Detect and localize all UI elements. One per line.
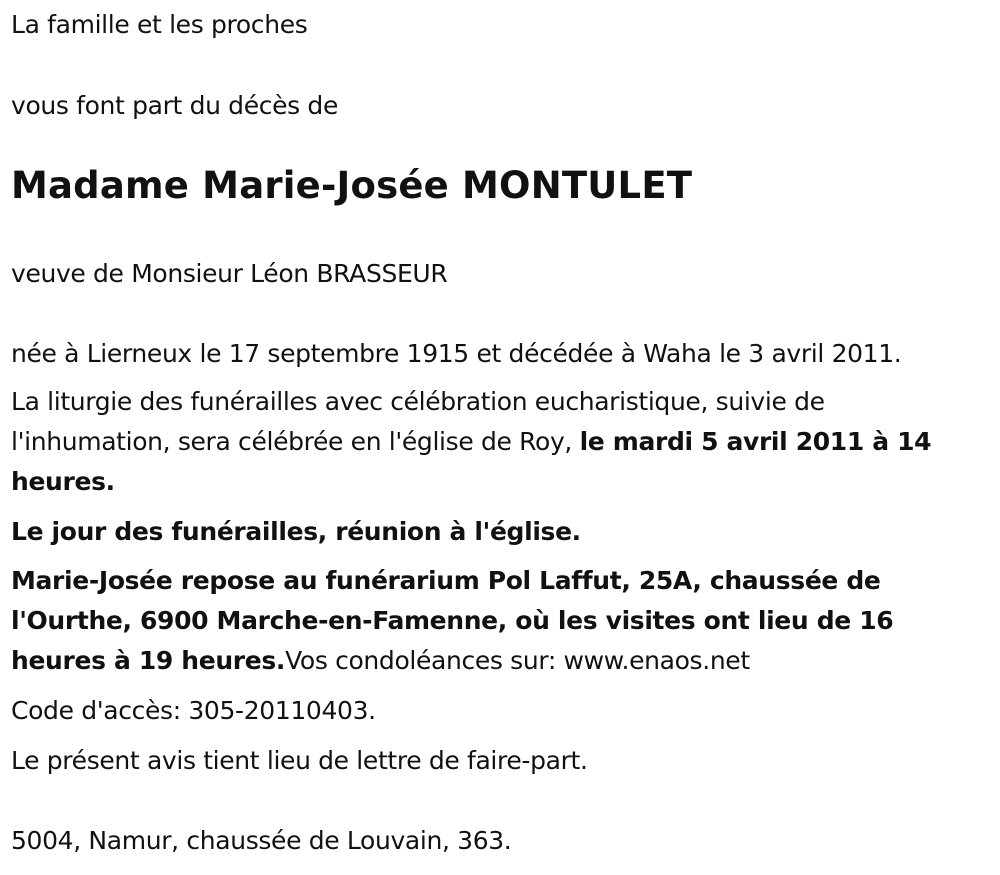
condolences-text: Vos condoléances sur: www.enaos.net	[285, 646, 750, 675]
birth-death-line: née à Lierneux le 17 septembre 1915 et décédée à Waha le 3 avril 2011.	[11, 339, 902, 368]
meeting-line: Le jour des funérailles, réunion à l'église.	[11, 517, 581, 546]
intro-line: La famille et les proches	[11, 10, 308, 39]
liturgy-paragraph	[11, 382, 976, 502]
repose-paragraph	[11, 561, 976, 681]
deceased-name: Madame Marie-Josée MONTULET	[11, 164, 693, 207]
liturgy-date: le mardi 5 avril 2011 à 14 heures.	[11, 427, 932, 496]
notice-line: Le présent avis tient lieu de lettre de faire-part.	[11, 746, 588, 775]
widow-line: veuve de Monsieur Léon BRASSEUR	[11, 259, 448, 288]
access-code-line: Code d'accès: 305-20110403.	[11, 696, 376, 725]
address-line: 5004, Namur, chaussée de Louvain, 363.	[11, 826, 512, 855]
liturgy-text: La liturgie des funérailles avec célébration eucharistique, suivie de l'inhumation, sera célébrée en l'église de Roy,	[11, 387, 825, 456]
announce-line: vous font part du décès de	[11, 91, 338, 120]
repose-text: Marie-Josée repose au funérarium Pol Laffut, 25A, chaussée de l'Ourthe, 6900 Marche-en-Famenne, où les visites ont lieu de 16 heures à 19 heures.	[11, 566, 894, 675]
